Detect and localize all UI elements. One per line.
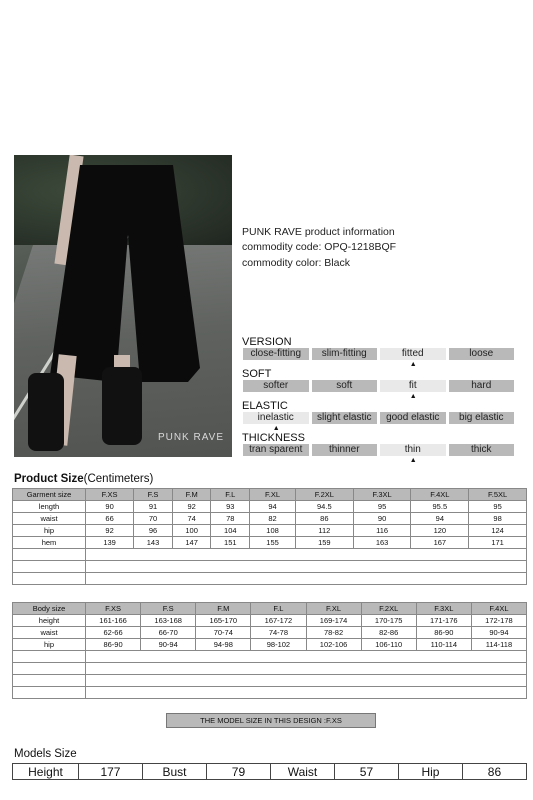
table-cell: 108: [250, 525, 296, 537]
model-size-note: THE MODEL SIZE IN THIS DESIGN :F.XS: [166, 713, 376, 728]
attr-option: big elastic: [449, 412, 515, 424]
table-cell: 161-166: [86, 615, 141, 627]
table-cell: 98: [469, 513, 527, 525]
header-cell: F.XS: [86, 489, 134, 501]
selected-marker-icon: ▲: [409, 457, 417, 464]
boot-right: [102, 367, 142, 445]
hip-value: 86: [462, 763, 527, 780]
empty-row: [13, 651, 527, 663]
header-cell: F.S: [134, 489, 173, 501]
bust-label: Bust: [142, 763, 207, 780]
table-cell: 94.5: [295, 501, 353, 513]
table-cell: 74: [172, 513, 211, 525]
table-cell: 172-178: [471, 615, 526, 627]
table-cell: 82-86: [361, 627, 416, 639]
waist-value: 57: [334, 763, 399, 780]
table-cell: 74-78: [251, 627, 306, 639]
models-size-row: [12, 763, 527, 780]
attr-title-3: THICKNESS: [242, 432, 305, 444]
attr-bar-3: [243, 444, 514, 456]
attr-option: fitted: [380, 348, 446, 360]
bust-value: 79: [206, 763, 271, 780]
header-cell: F.2XL: [361, 603, 416, 615]
table-cell: 102-106: [306, 639, 361, 651]
table-cell: 90-94: [141, 639, 196, 651]
table-cell: 170-175: [361, 615, 416, 627]
table-cell: 92: [172, 501, 211, 513]
table-cell: waist: [13, 513, 86, 525]
header-cell: F.2XL: [295, 489, 353, 501]
attr-option: fit: [380, 380, 446, 392]
table-cell: 159: [295, 537, 353, 549]
attr-title-0: VERSION: [242, 336, 292, 348]
header-cell: Garment size: [13, 489, 86, 501]
table-cell: 98-102: [251, 639, 306, 651]
table-cell: 92: [86, 525, 134, 537]
table-cell: 70: [134, 513, 173, 525]
header-cell: F.XL: [306, 603, 361, 615]
hip-label: Hip: [398, 763, 463, 780]
table-cell: 78-82: [306, 627, 361, 639]
attr-option: soft: [312, 380, 378, 392]
table-row: [13, 639, 527, 651]
table-cell: hip: [13, 525, 86, 537]
table-cell: 95: [353, 501, 411, 513]
empty-row: [13, 675, 527, 687]
table-cell: height: [13, 615, 86, 627]
empty-row: [13, 561, 527, 573]
attr-bar-0: [243, 348, 514, 360]
table-cell: 151: [211, 537, 250, 549]
attr-option: softer: [243, 380, 309, 392]
attr-option: thinner: [312, 444, 378, 456]
height-value: 177: [78, 763, 143, 780]
attr-option: loose: [449, 348, 515, 360]
table-header-row: [13, 603, 527, 615]
boot-left: [28, 373, 64, 451]
table-cell: 163: [353, 537, 411, 549]
attr-title-2: ELASTIC: [242, 400, 288, 412]
selected-marker-icon: ▲: [409, 393, 417, 400]
table-cell: 62-66: [86, 627, 141, 639]
product-size-table: [12, 488, 527, 585]
attr-option: good elastic: [380, 412, 446, 424]
table-cell: 155: [250, 537, 296, 549]
attr-option: hard: [449, 380, 515, 392]
table-cell: 163-168: [141, 615, 196, 627]
table-row: [13, 525, 527, 537]
attr-option: close-fitting: [243, 348, 309, 360]
table-cell: 94: [250, 501, 296, 513]
table-cell: 114-118: [471, 639, 526, 651]
attr-bar-2: [243, 412, 514, 424]
header-cell: F.M: [172, 489, 211, 501]
table-header-row: [13, 489, 527, 501]
table-row: [13, 615, 527, 627]
empty-row: [13, 663, 527, 675]
waist-label: Waist: [270, 763, 335, 780]
table-cell: 120: [411, 525, 469, 537]
table-row: [13, 501, 527, 513]
table-cell: 70-74: [196, 627, 251, 639]
table-cell: 96: [134, 525, 173, 537]
attr-option: tran sparent: [243, 444, 309, 456]
empty-row: [13, 549, 527, 561]
table-cell: 94: [411, 513, 469, 525]
attr-bar-1: [243, 380, 514, 392]
table-cell: 90-94: [471, 627, 526, 639]
header-cell: F.5XL: [469, 489, 527, 501]
attr-title-1: SOFT: [242, 368, 272, 380]
table-cell: 143: [134, 537, 173, 549]
header-cell: Body size: [13, 603, 86, 615]
photo-watermark: PUNK RAVE: [157, 432, 224, 443]
table-cell: 66-70: [141, 627, 196, 639]
selected-marker-icon: ▲: [409, 361, 417, 368]
table-cell: 78: [211, 513, 250, 525]
table-cell: length: [13, 501, 86, 513]
header-cell: F.XS: [86, 603, 141, 615]
attr-option: thin: [380, 444, 446, 456]
table-cell: 169-174: [306, 615, 361, 627]
table-row: [13, 537, 527, 549]
attr-option: slim-fitting: [312, 348, 378, 360]
header-cell: F.3XL: [353, 489, 411, 501]
table-cell: 86-90: [416, 627, 471, 639]
header-cell: F.4XL: [471, 603, 526, 615]
table-cell: 66: [86, 513, 134, 525]
selected-marker-icon: ▲: [272, 425, 280, 432]
table-cell: 106-110: [361, 639, 416, 651]
table-cell: 147: [172, 537, 211, 549]
header-cell: F.3XL: [416, 603, 471, 615]
table-cell: 82: [250, 513, 296, 525]
header-cell: F.L: [251, 603, 306, 615]
table-cell: 90: [353, 513, 411, 525]
table-cell: 95.5: [411, 501, 469, 513]
header-cell: F.L: [211, 489, 250, 501]
body-size-table: [12, 602, 527, 699]
table-cell: 93: [211, 501, 250, 513]
table-row: [13, 513, 527, 525]
info-color-line: commodity color: Black: [242, 257, 350, 269]
header-cell: F.4XL: [411, 489, 469, 501]
table-row: [13, 627, 527, 639]
product-photo: [14, 155, 232, 457]
info-brand-line: PUNK RAVE product information: [242, 226, 395, 238]
table-cell: hip: [13, 639, 86, 651]
table-cell: 86-90: [86, 639, 141, 651]
table-cell: 116: [353, 525, 411, 537]
table-cell: waist: [13, 627, 86, 639]
table-cell: 86: [295, 513, 353, 525]
table-cell: 95: [469, 501, 527, 513]
attr-option: inelastic: [243, 412, 309, 424]
table-cell: 90: [86, 501, 134, 513]
table-cell: 124: [469, 525, 527, 537]
height-label: Height: [12, 763, 79, 780]
table-cell: hem: [13, 537, 86, 549]
table-cell: 167: [411, 537, 469, 549]
models-size-title: Models Size: [14, 748, 77, 760]
table-cell: 104: [211, 525, 250, 537]
attr-option: slight elastic: [312, 412, 378, 424]
info-code-line: commodity code: OPQ-1218BQF: [242, 241, 397, 253]
table-cell: 94-98: [196, 639, 251, 651]
table-cell: 100: [172, 525, 211, 537]
table-cell: 139: [86, 537, 134, 549]
header-cell: F.XL: [250, 489, 296, 501]
table-cell: 110-114: [416, 639, 471, 651]
empty-row: [13, 687, 527, 699]
empty-row: [13, 573, 527, 585]
table-cell: 167-172: [251, 615, 306, 627]
header-cell: F.S: [141, 603, 196, 615]
table-cell: 171: [469, 537, 527, 549]
table-cell: 112: [295, 525, 353, 537]
product-size-title: Product Size(Centimeters): [14, 473, 154, 485]
table-cell: 171-176: [416, 615, 471, 627]
table-cell: 165-170: [196, 615, 251, 627]
table-cell: 91: [134, 501, 173, 513]
attr-option: thick: [449, 444, 515, 456]
header-cell: F.M: [196, 603, 251, 615]
